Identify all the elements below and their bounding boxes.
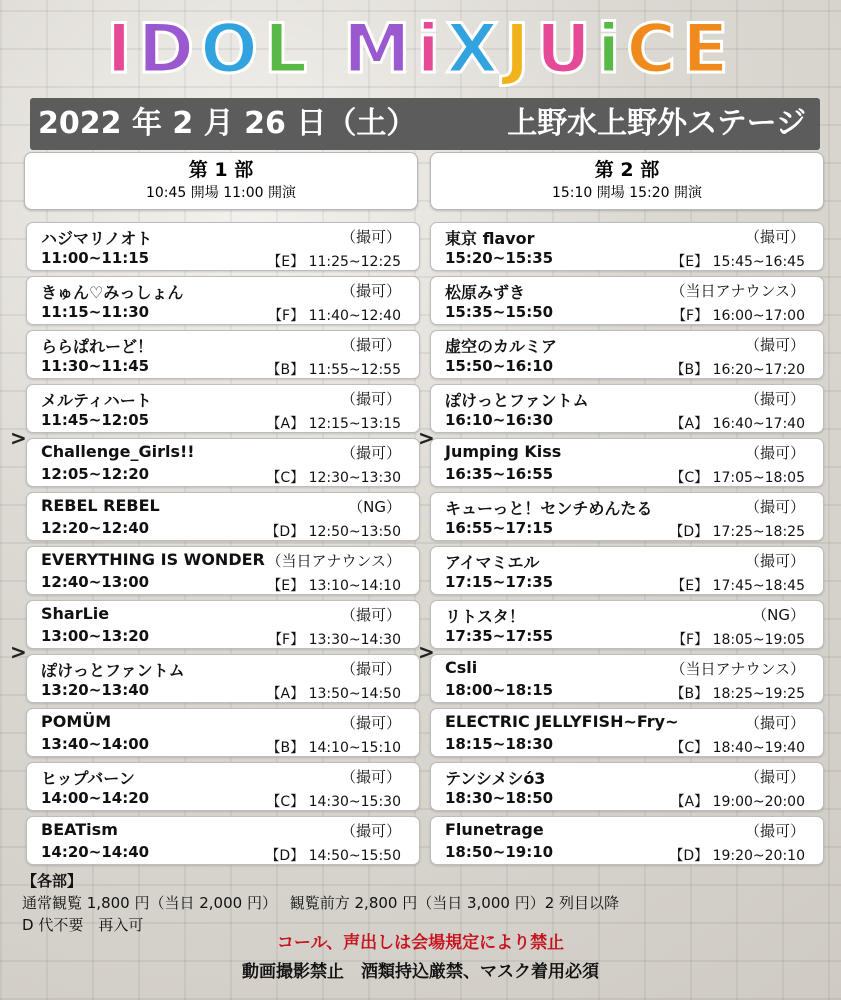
schedule-card [430,222,824,271]
performance-time: 15:35~15:50 [445,303,554,321]
performance-time: 17:35~17:55 [445,627,554,645]
arrow-marker: > [418,426,435,450]
benefit-time: 【D】 17:25~18:25 [669,524,805,540]
title-letter: i [596,10,627,89]
schedule-card [430,330,824,379]
benefit-time: 【B】 11:55~12:55 [266,362,401,378]
photo-policy: （撮可） [340,390,401,408]
benefit-time: 【F】 16:00~17:00 [672,308,805,324]
performer-name: ぽけっとファントム [445,391,589,410]
photo-policy: （撮可） [340,336,401,354]
photo-policy: （当日アナウンス） [670,660,805,678]
performance-time: 16:55~17:15 [445,519,554,537]
schedule-card [430,654,824,703]
title-letter: I [106,10,138,89]
photo-policy: （撮可） [744,768,805,786]
performer-name: EVERYTHING IS WONDER [41,550,265,569]
schedule-card [26,816,420,865]
benefit-time: 【C】 14:30~15:30 [266,794,401,810]
title-letter [313,10,343,89]
arrow-marker: > [10,640,27,664]
performance-time: 12:40~13:00 [41,573,150,591]
performance-time: 11:00~11:15 [41,249,150,267]
schedule-card [26,438,420,487]
benefit-time: 【E】 11:25~12:25 [267,254,401,270]
benefit-time: 【A】 12:15~13:15 [266,416,401,432]
photo-policy: （NG） [752,606,805,624]
schedule-card [26,222,420,271]
benefit-time: 【A】 19:00~20:00 [670,794,805,810]
performance-time: 11:30~11:45 [41,357,150,375]
title-letter: O [200,10,264,89]
schedule-card [430,546,824,595]
performance-time: 17:15~17:35 [445,573,554,591]
performer-name: 松原みずき [445,283,526,302]
benefit-time: 【D】 19:20~20:10 [669,848,805,864]
performance-time: 14:00~14:20 [41,789,150,807]
performance-time: 12:20~12:40 [41,519,150,537]
performer-name: メルティハート [41,391,152,410]
part2-title: 第 2 部 [594,159,660,181]
photo-policy: （撮可） [340,282,401,300]
performance-time: 13:20~13:40 [41,681,150,699]
schedule-card [26,276,420,325]
photo-policy: （撮可） [744,444,805,462]
photo-policy: （NG） [348,498,401,516]
benefit-time: 【F】 11:40~12:40 [268,308,401,324]
drink-info: D 代不要 再入可 [22,916,144,934]
benefit-time: 【E】 15:45~16:45 [671,254,805,270]
performance-time: 15:50~16:10 [445,357,554,375]
performance-time: 18:50~19:10 [445,843,554,861]
ticket-general: 通常観覧 1,800 円（当日 2,000 円） [22,894,277,912]
benefit-time: 【D】 14:50~15:50 [265,848,401,864]
event-title [0,10,841,90]
schedule-card [430,438,824,487]
part1-schedule [26,222,420,870]
benefit-time: 【E】 13:10~14:10 [267,578,401,594]
performer-name: リトスタ！ [445,607,525,626]
photo-policy: （撮可） [744,552,805,570]
performer-name: きゅん♡みっしょん [41,283,184,302]
schedule-card [430,384,824,433]
performer-name: アイマミエル [445,553,540,572]
performer-name: テンシメシό3 [445,769,546,788]
call-warning: コール、声出しは会場規定により禁止 [276,933,565,953]
photo-policy: （撮可） [744,714,805,732]
ticket-section-label: 【各部】 [22,872,83,890]
schedule-card [26,384,420,433]
performance-time: 18:15~18:30 [445,735,554,753]
performance-time: 16:35~16:55 [445,465,554,483]
performance-time: 13:40~14:00 [41,735,150,753]
ticket-front: 観覧前方 2,800 円（当日 3,000 円）2 列目以降 [289,894,620,912]
schedule-card [26,492,420,541]
title-letter: X [445,10,505,89]
benefit-time: 【C】 18:40~19:40 [670,740,805,756]
event-venue: 上野水上野外ステージ [507,106,806,141]
benefit-time: 【C】 12:30~13:30 [266,470,401,486]
part1-title: 第 1 部 [188,159,254,181]
photo-policy: （当日アナウンス） [670,282,805,300]
photo-policy: （撮可） [340,714,401,732]
schedule-card [430,276,824,325]
title-letter: M [342,10,417,89]
photo-policy: （撮可） [340,228,401,246]
performer-name: Challenge_Girls!! [41,442,195,461]
performer-name: 東京 flavor [445,229,535,248]
performance-time: 12:05~12:20 [41,465,150,483]
benefit-time: 【A】 13:50~14:50 [266,686,401,702]
benefit-time: 【B】 18:25~19:25 [670,686,805,702]
title-letter: U [535,10,597,89]
performer-name: ららぱれーど！ [41,337,154,356]
benefit-time: 【E】 17:45~18:45 [671,578,805,594]
schedule-card [26,762,420,811]
schedule-card [26,330,420,379]
title-letter: C [626,10,683,89]
ticket-info [22,870,627,936]
performance-time: 18:30~18:50 [445,789,554,807]
title-letter: D [137,10,201,89]
benefit-time: 【B】 14:10~15:10 [266,740,401,756]
performer-name: Csli [445,658,478,677]
title-letter: i [416,10,446,89]
schedule-card [430,492,824,541]
photo-policy: （撮可） [340,768,401,786]
title-letter: E [682,10,735,89]
photo-policy: （撮可） [744,822,805,840]
title-letter: L [263,10,314,89]
title-letter: J [504,10,536,89]
performance-time: 11:45~12:05 [41,411,150,429]
schedule-card [26,708,420,757]
performer-name: キューっと！センチめんたる [445,499,653,518]
part2-time: 15:10 開場 15:20 開演 [551,185,703,201]
photo-policy: （撮可） [744,498,805,516]
schedule-card [430,816,824,865]
performer-name: POMÜM [41,712,112,731]
performance-time: 15:20~15:35 [445,249,554,267]
photo-policy: （撮可） [340,660,401,678]
performance-time: 13:00~13:20 [41,627,150,645]
performer-name: ヒップバーン [41,769,135,788]
benefit-time: 【F】 18:05~19:05 [672,632,805,648]
date-venue-bar [30,98,820,150]
performer-name: BEATism [41,820,118,839]
schedule-card [430,762,824,811]
benefit-time: 【C】 17:05~18:05 [670,470,805,486]
photo-policy: （撮可） [340,822,401,840]
performer-name: Jumping Kiss [445,442,562,461]
performer-name: REBEL REBEL [41,496,160,515]
photo-policy: （当日アナウンス） [266,552,401,570]
performer-name: SharLie [41,604,110,623]
photo-policy: （撮可） [744,228,805,246]
photo-policy: （撮可） [744,336,805,354]
performer-name: ELECTRIC JELLYFISH~Fry~ [445,712,679,731]
benefit-time: 【A】 16:40~17:40 [670,416,805,432]
part1-header [24,152,418,210]
schedule-card [26,654,420,703]
performance-time: 16:10~16:30 [445,411,554,429]
photo-policy: （撮可） [340,444,401,462]
part2-schedule [430,222,824,870]
performance-time: 11:15~11:30 [41,303,150,321]
arrow-marker: > [10,426,27,450]
performer-name: ハジマリノオト [41,229,153,248]
benefit-time: 【F】 13:30~14:30 [268,632,401,648]
photo-policy: （撮可） [744,390,805,408]
venue-rules: 動画撮影禁止 酒類持込厳禁、マスク着用必須 [242,962,599,982]
benefit-time: 【D】 12:50~13:50 [265,524,401,540]
part1-time: 10:45 開場 11:00 開演 [145,185,297,201]
benefit-time: 【B】 16:20~17:20 [670,362,805,378]
event-date: 2022 年 2 月 26 日（土） [38,106,417,141]
photo-policy: （撮可） [340,606,401,624]
part2-header [430,152,824,210]
arrow-marker: > [418,640,435,664]
performer-name: 虚空のカルミア [445,337,558,356]
performer-name: Flunetrage [445,820,544,839]
schedule-card [26,546,420,595]
performance-time: 18:00~18:15 [445,681,554,699]
performance-time: 14:20~14:40 [41,843,150,861]
schedule-card [430,708,824,757]
performer-name: ぽけっとファントム [41,661,185,680]
schedule-card [430,600,824,649]
schedule-card [26,600,420,649]
